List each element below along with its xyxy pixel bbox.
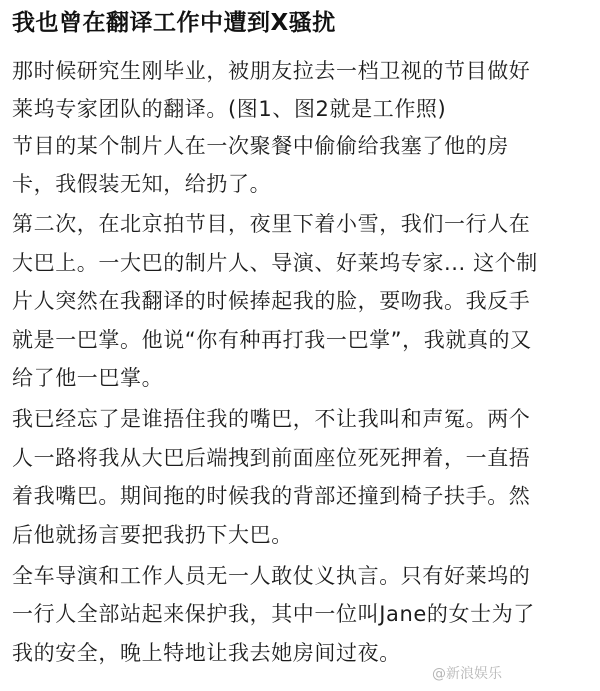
text-line: 着我嘴巴。期间拖的时候我的背部还撞到椅子扶手。然	[12, 484, 531, 508]
text-line: 大巴上。一大巴的制片人、导演、好莱坞专家... 这个制	[12, 251, 538, 275]
text-line: 全车导演和工作人员无一人敢仗义执言。只有好莱坞的	[12, 564, 531, 588]
text-line: 人一路将我从大巴后端拽到前面座位死死押着，一直捂	[12, 446, 531, 470]
text-line: 我已经忘了是谁捂住我的嘴巴，不让我叫和声冤。两个	[12, 407, 531, 431]
text-line: 第二次，在北京拍节目，夜里下着小雪，我们一行人在	[12, 212, 531, 236]
text-line: 那时候研究生刚毕业，被朋友拉去一档卫视的节目做好	[12, 59, 531, 83]
text-line: 莱坞专家团队的翻译。(图1、图2就是工作照)	[12, 97, 447, 121]
text-line: 我的安全，晚上特地让我去她房间过夜。	[12, 641, 401, 665]
article-title: 我也曾在翻译工作中遭到X骚扰	[12, 10, 336, 36]
watermark: @新浪娱乐	[432, 666, 502, 682]
text-line: 卡，我假装无知，给扔了。	[12, 172, 272, 196]
text-line: 一行人全部站起来保护我，其中一位叫Jane的女士为了	[12, 602, 535, 626]
text-line: 就是一巴掌。他说“你有种再打我一巴掌”，我就真的又	[12, 328, 532, 352]
text-line: 后他就扬言要把我扔下大巴。	[12, 523, 293, 547]
text-line: 节目的某个制片人在一次聚餐中偷偷给我塞了他的房	[12, 134, 509, 158]
text-line: 片人突然在我翻译的时候捧起我的脸，要吻我。我反手	[12, 289, 531, 313]
text-line: 给了他一巴掌。	[12, 366, 164, 390]
